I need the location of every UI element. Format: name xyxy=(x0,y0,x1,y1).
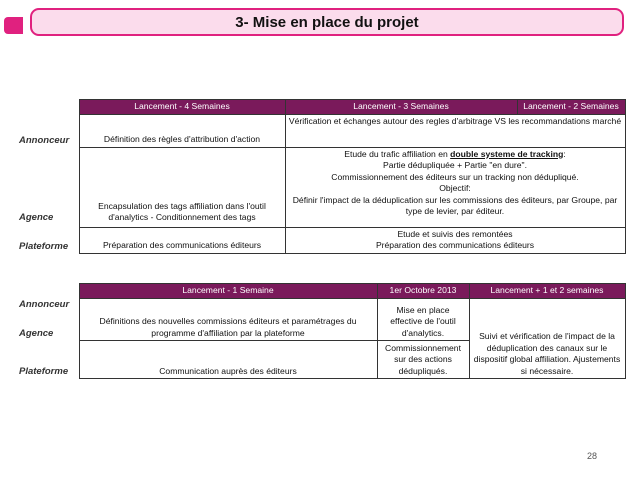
table-header-row xyxy=(17,284,625,299)
page-title: 3- Mise en place du projet xyxy=(235,13,419,31)
cell-agence-c23: Etude du trafic affiliation en double systeme de tracking: Partie dédupliquée + Partie "en dure". Commissionnement des éditeurs sur un tracking non dédupliqué. Objectif: Définir l'impact de la déduplication sur les commissions des éditeurs, par Groupe, par type de levier, par éditeur. xyxy=(285,147,625,227)
table-row xyxy=(17,227,625,253)
table-row xyxy=(17,298,625,312)
cell-agence-c1: Encapsulation des tags affiliation dans l'outil d'analytics - Conditionnement des tags xyxy=(79,147,285,227)
title-banner xyxy=(30,8,624,36)
schedule-table-1 xyxy=(17,99,626,254)
row-label-plateforme: Plateforme xyxy=(19,240,69,252)
accent-tab xyxy=(4,17,23,34)
header-launch-minus-4: Lancement - 4 Semaines xyxy=(79,100,285,115)
header-launch-minus-1: Lancement - 1 Semaine xyxy=(79,284,377,299)
cell-agence-c1: Définitions des nouvelles commissions éditeurs et paramétrages du programme d'affiliation par la plateforme xyxy=(79,298,377,341)
header-october-2013: 1er Octobre 2013 xyxy=(377,284,469,299)
header-launch-minus-2: Lancement - 2 Semaines xyxy=(517,100,625,115)
row-label-agence: Agence xyxy=(19,211,54,223)
page-number: 28 xyxy=(587,451,598,461)
table-row xyxy=(17,114,625,147)
cell-plateforme-c23: Etude et suivis des remontées Préparation des communications éditeurs xyxy=(285,227,625,253)
cell-agence-c3: Suivi et vérification de l'impact de la déduplication des canaux sur le dispositif global affiliation. Ajustements si nécessaire. xyxy=(469,298,625,379)
header-launch-plus-1-2: Lancement + 1 et 2 semaines xyxy=(469,284,625,299)
header-launch-minus-3: Lancement - 3 Semaines xyxy=(285,100,517,115)
table-header-row xyxy=(17,100,625,115)
cell-plateforme-c1: Préparation des communications éditeurs xyxy=(79,227,285,253)
table-row xyxy=(17,147,625,227)
row-label-plateforme: Plateforme xyxy=(19,366,69,377)
cell-agence-c2: Mise en place effective de l'outil d'analytics. xyxy=(377,298,469,341)
cell-plateforme-c1: Communication auprès des éditeurs xyxy=(79,341,377,379)
cell-annonceur-c23: Vérification et échanges autour des regles d'arbitrage VS les recommandations marché xyxy=(285,114,625,147)
row-label-annonceur: Annonceur xyxy=(19,299,70,310)
double-tracking-emphasis: double systeme de tracking xyxy=(450,148,564,159)
row-label-annonceur: Annonceur xyxy=(19,134,70,146)
cell-plateforme-c2: Commissionnement sur des actions dédupliqués. xyxy=(377,341,469,379)
cell-annonceur-c1: Définition des règles d'attribution d'action xyxy=(79,114,285,147)
row-label-agence: Agence xyxy=(19,328,54,339)
schedule-table-2 xyxy=(17,283,626,379)
